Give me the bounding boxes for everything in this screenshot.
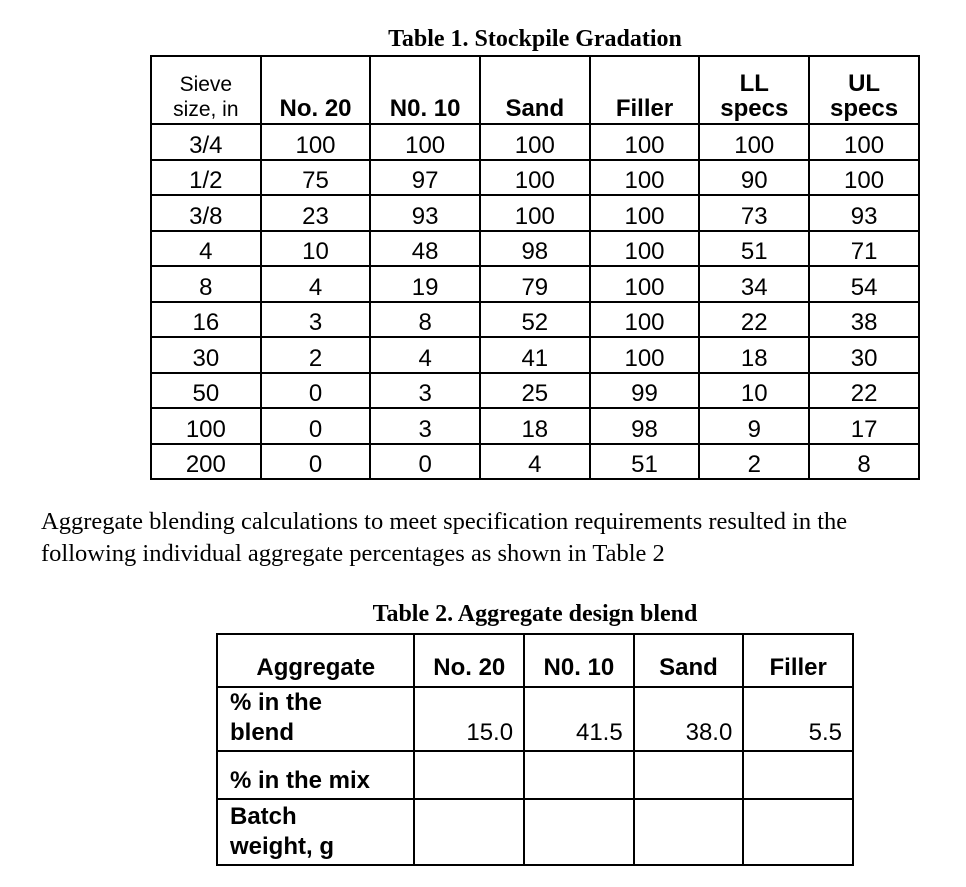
cell-ll-specs: 73 xyxy=(699,195,809,231)
cell-filler: 98 xyxy=(590,408,700,444)
cell-filler: 51 xyxy=(590,444,700,480)
header-no10: N0. 10 xyxy=(370,56,480,124)
cell-ul-specs: 71 xyxy=(809,231,919,267)
cell-ul-specs: 8 xyxy=(809,444,919,480)
cell-sieve-size: 1/2 xyxy=(151,160,261,196)
table-row-batch-weight xyxy=(217,799,853,865)
cell-no10: 3 xyxy=(370,373,480,409)
cell-no20: 3 xyxy=(261,302,371,338)
mix-cell-sand xyxy=(634,751,744,799)
table-header-row xyxy=(217,634,853,687)
cell-sieve-size: 50 xyxy=(151,373,261,409)
cell-sand: 100 xyxy=(480,124,590,160)
header-sieve-size: Sieve size, in xyxy=(151,56,261,124)
cell-filler: 100 xyxy=(590,337,700,373)
cell-sieve-size: 200 xyxy=(151,444,261,480)
cell-no10: 3 xyxy=(370,408,480,444)
cell-sieve-size: 30 xyxy=(151,337,261,373)
paragraph-line-1: Aggregate blending calculations to meet specification requirements resulted in the xyxy=(41,508,848,535)
header-filler: Filler xyxy=(590,56,700,124)
row-label-mix: % in the mix xyxy=(217,751,414,799)
cell-sand: 100 xyxy=(480,160,590,196)
header-sand: Sand xyxy=(634,634,744,687)
cell-sand: 98 xyxy=(480,231,590,267)
cell-sieve-size: 3/8 xyxy=(151,195,261,231)
cell-sand: 25 xyxy=(480,373,590,409)
table-row xyxy=(151,266,919,302)
cell-no20: 23 xyxy=(261,195,371,231)
header-no10: N0. 10 xyxy=(524,634,634,687)
cell-sieve-size: 3/4 xyxy=(151,124,261,160)
table-row xyxy=(151,302,919,338)
mix-cell-no20 xyxy=(414,751,524,799)
cell-no10: 4 xyxy=(370,337,480,373)
aggregate-design-blend-table xyxy=(216,633,854,866)
blending-paragraph xyxy=(41,506,961,570)
cell-sieve-size: 4 xyxy=(151,231,261,267)
cell-ll-specs: 18 xyxy=(699,337,809,373)
cell-sand: 52 xyxy=(480,302,590,338)
cell-no10: 0 xyxy=(370,444,480,480)
cell-no20: 4 xyxy=(261,266,371,302)
table-row-mix xyxy=(217,751,853,799)
cell-ul-specs: 100 xyxy=(809,160,919,196)
cell-no20: 0 xyxy=(261,408,371,444)
cell-filler: 100 xyxy=(590,266,700,302)
cell-sand: 4 xyxy=(480,444,590,480)
cell-ll-specs: 34 xyxy=(699,266,809,302)
batch-cell-no20 xyxy=(414,799,524,865)
stockpile-gradation-table xyxy=(150,55,920,480)
mix-cell-no10 xyxy=(524,751,634,799)
table-row-blend xyxy=(217,687,853,751)
cell-ll-specs: 51 xyxy=(699,231,809,267)
table1-title: Table 1. Stockpile Gradation xyxy=(388,26,682,52)
header-aggregate: Aggregate xyxy=(217,634,414,687)
cell-ul-specs: 54 xyxy=(809,266,919,302)
cell-sand: 100 xyxy=(480,195,590,231)
table-row xyxy=(151,444,919,480)
paragraph-line-2: following individual aggregate percentages as shown in Table 2 xyxy=(41,540,665,567)
cell-ll-specs: 100 xyxy=(699,124,809,160)
header-no20: No. 20 xyxy=(261,56,371,124)
cell-no20: 2 xyxy=(261,337,371,373)
table-row xyxy=(151,337,919,373)
cell-no20: 75 xyxy=(261,160,371,196)
table2-title: Table 2. Aggregate design blend xyxy=(372,601,698,627)
table-row xyxy=(151,124,919,160)
cell-no10: 48 xyxy=(370,231,480,267)
cell-ul-specs: 22 xyxy=(809,373,919,409)
cell-no20: 10 xyxy=(261,231,371,267)
mix-cell-filler xyxy=(743,751,853,799)
cell-filler: 100 xyxy=(590,160,700,196)
header-ll-specs: LL specs xyxy=(699,56,809,124)
batch-cell-filler xyxy=(743,799,853,865)
blend-value-sand: 38.0 xyxy=(634,687,744,751)
cell-sieve-size: 8 xyxy=(151,266,261,302)
table-row xyxy=(151,160,919,196)
cell-ll-specs: 2 xyxy=(699,444,809,480)
table-row xyxy=(151,195,919,231)
cell-no20: 0 xyxy=(261,373,371,409)
cell-filler: 99 xyxy=(590,373,700,409)
cell-ul-specs: 38 xyxy=(809,302,919,338)
row-label-batch-weight: Batch weight, g xyxy=(217,799,414,865)
cell-no10: 100 xyxy=(370,124,480,160)
cell-no10: 19 xyxy=(370,266,480,302)
table-header-row xyxy=(151,56,919,124)
cell-ul-specs: 100 xyxy=(809,124,919,160)
table-row xyxy=(151,408,919,444)
cell-sand: 41 xyxy=(480,337,590,373)
cell-ll-specs: 10 xyxy=(699,373,809,409)
cell-ll-specs: 9 xyxy=(699,408,809,444)
cell-no20: 100 xyxy=(261,124,371,160)
cell-filler: 100 xyxy=(590,231,700,267)
cell-ul-specs: 93 xyxy=(809,195,919,231)
cell-no20: 0 xyxy=(261,444,371,480)
cell-no10: 8 xyxy=(370,302,480,338)
header-filler: Filler xyxy=(743,634,853,687)
blend-value-filler: 5.5 xyxy=(743,687,853,751)
batch-cell-sand xyxy=(634,799,744,865)
table-row xyxy=(151,373,919,409)
cell-sieve-size: 100 xyxy=(151,408,261,444)
cell-ul-specs: 17 xyxy=(809,408,919,444)
header-no20: No. 20 xyxy=(414,634,524,687)
cell-sand: 18 xyxy=(480,408,590,444)
cell-ul-specs: 30 xyxy=(809,337,919,373)
cell-sieve-size: 16 xyxy=(151,302,261,338)
blend-value-no10: 41.5 xyxy=(524,687,634,751)
cell-ll-specs: 90 xyxy=(699,160,809,196)
table-row xyxy=(151,231,919,267)
cell-no10: 93 xyxy=(370,195,480,231)
cell-filler: 100 xyxy=(590,124,700,160)
header-ul-specs: UL specs xyxy=(809,56,919,124)
cell-sand: 79 xyxy=(480,266,590,302)
cell-ll-specs: 22 xyxy=(699,302,809,338)
batch-cell-no10 xyxy=(524,799,634,865)
row-label-blend: % in the blend xyxy=(217,687,414,751)
blend-value-no20: 15.0 xyxy=(414,687,524,751)
cell-no10: 97 xyxy=(370,160,480,196)
header-sand: Sand xyxy=(480,56,590,124)
cell-filler: 100 xyxy=(590,302,700,338)
cell-filler: 100 xyxy=(590,195,700,231)
